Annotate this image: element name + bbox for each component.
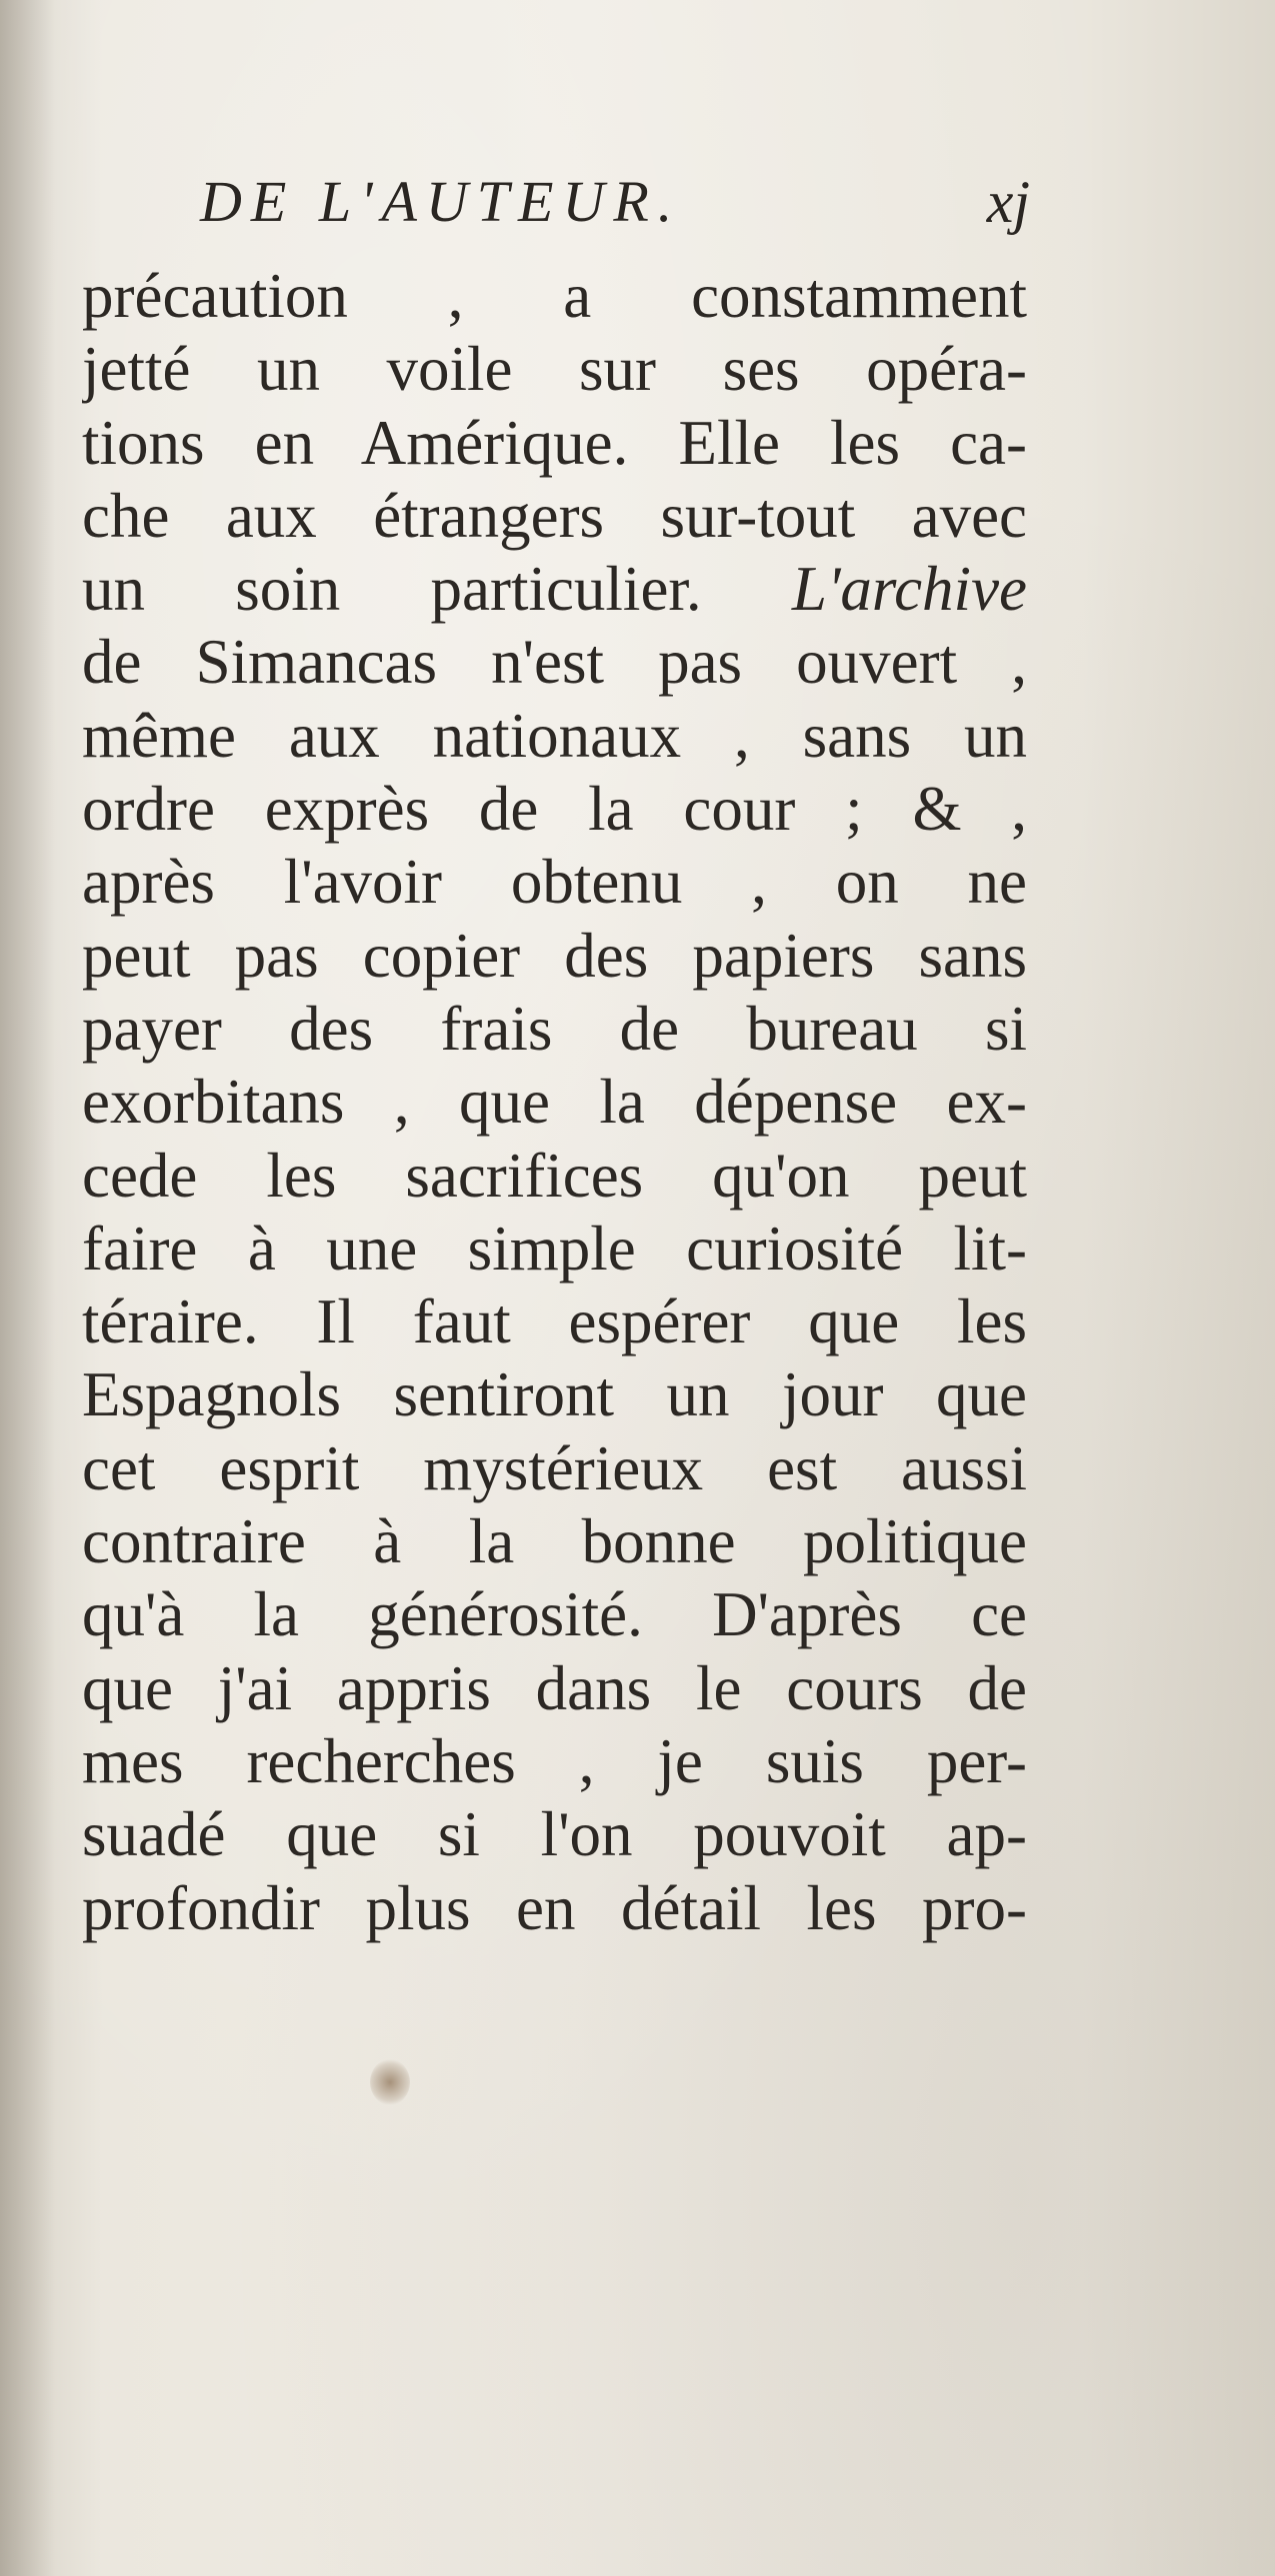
text-line: après l'avoir obtenu , on ne <box>82 847 1027 918</box>
text-line: suadé que si l'on pouvoit ap- <box>82 1799 1027 1870</box>
running-head: DE L'AUTEUR. <box>200 169 682 234</box>
text-line: Espagnols sentiront un jour que <box>82 1359 1027 1430</box>
text-line: cet esprit mystérieux est aussi <box>82 1432 1027 1503</box>
text-line: même aux nationaux , sans un <box>82 700 1027 771</box>
text-line: contraire à la bonne politique <box>82 1506 1027 1577</box>
italic-term: L'archive <box>791 554 1027 625</box>
page-header <box>200 168 1030 238</box>
text-line: ordre exprès de la cour ; & , <box>82 774 1027 845</box>
body-text <box>82 260 1027 1945</box>
text-line: profondir plus en détail les pro- <box>82 1872 1027 1943</box>
text-line <box>82 553 1027 626</box>
text-line: qu'à la générosité. D'après ce <box>82 1579 1027 1650</box>
text-line: jetté un voile sur ses opéra- <box>82 334 1027 405</box>
text-line: mes recherches , je suis per- <box>82 1725 1027 1796</box>
text-line: que j'ai appris dans le cours de <box>82 1652 1027 1723</box>
gutter-shadow <box>0 0 55 2576</box>
text-line: faire à une simple curiosité lit- <box>82 1213 1027 1284</box>
text-line-roman: un soin particulier. <box>82 554 702 625</box>
text-line: exorbitans , que la dépense ex- <box>82 1067 1027 1138</box>
page-number: xj <box>986 169 1030 235</box>
text-line: peut pas copier des papiers sans <box>82 920 1027 991</box>
text-line: téraire. Il faut espérer que les <box>82 1287 1027 1357</box>
text-line: che aux étrangers sur-tout avec <box>82 480 1027 551</box>
text-line: payer des frais de bureau si <box>82 993 1027 1064</box>
text-line: précaution , a constamment <box>82 261 1027 331</box>
ink-stain <box>370 2059 410 2105</box>
text-line: cede les sacrifices qu'on peut <box>82 1140 1027 1211</box>
text-line: tions en Amérique. Elle les ca- <box>82 407 1027 478</box>
text-line: de Simancas n'est pas ouvert , <box>82 627 1027 698</box>
